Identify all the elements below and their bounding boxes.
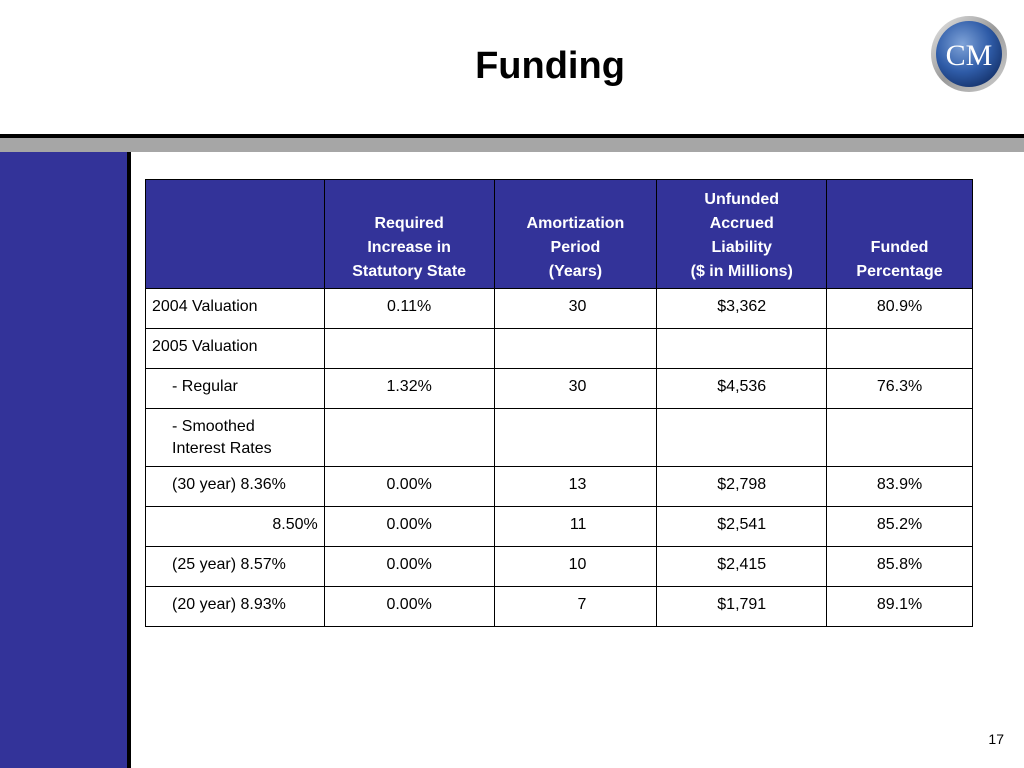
cell-period: 10 [568, 556, 587, 573]
row-label: 2005 Valuation [146, 329, 325, 369]
cell-increase: 0.00% [324, 507, 494, 547]
cell-increase [324, 409, 494, 467]
row-label: - Regular [146, 369, 325, 409]
table-header-row [146, 180, 973, 289]
row-label: (30 year) 8.36% [146, 467, 325, 507]
cell-funded [827, 329, 973, 369]
header-funded-percentage: Funded Percentage [827, 180, 973, 289]
left-sidebar-band [0, 152, 127, 768]
cell-increase: 0.00% [324, 547, 494, 587]
cell-liability: $2,798 [657, 467, 827, 507]
cell-increase: 0.00% [324, 467, 494, 507]
table-row [146, 409, 973, 467]
cell-funded [827, 409, 973, 467]
cell-liability [657, 409, 827, 467]
cell-period: 30 [568, 378, 587, 395]
table-row [146, 369, 973, 409]
cell-increase: 1.32% [324, 369, 494, 409]
cell-funded: 80.9% [827, 289, 973, 329]
cell-funded: 85.2% [827, 507, 973, 547]
cell-period: 7 [577, 596, 587, 613]
row-label: (20 year) 8.93% [146, 587, 325, 627]
cell-liability [657, 329, 827, 369]
cell-funded: 76.3% [827, 369, 973, 409]
cell-increase [324, 329, 494, 369]
cell-period: 30 [568, 298, 587, 315]
cell-liability: $2,541 [657, 507, 827, 547]
row-label: 8.50% [146, 507, 325, 547]
cell-funded: 83.9% [827, 467, 973, 507]
table-row [146, 289, 973, 329]
funding-table [145, 179, 973, 627]
table-row [146, 467, 973, 507]
cm-logo-icon [930, 15, 1008, 93]
table-row [146, 329, 973, 369]
left-sidebar-edge [127, 152, 131, 768]
table-row [146, 547, 973, 587]
header-unfunded-liability: Unfunded Accrued Liability ($ in Millions) [657, 180, 827, 289]
cell-funded: 89.1% [827, 587, 973, 627]
cell-liability: $2,415 [657, 547, 827, 587]
cell-liability: $1,791 [657, 587, 827, 627]
table-row [146, 507, 973, 547]
cell-liability: $4,536 [657, 369, 827, 409]
cell-increase: 0.00% [324, 587, 494, 627]
header-required-increase: Required Increase in Statutory State [324, 180, 494, 289]
table-row [146, 587, 973, 627]
header-rule-gray [0, 138, 1024, 152]
row-label: - Smoothed Interest Rates [146, 409, 325, 467]
header-blank [146, 180, 325, 289]
page-number: 17 [988, 731, 1004, 747]
cell-period: 13 [568, 476, 587, 493]
cell-increase: 0.11% [324, 289, 494, 329]
cell-period: 11 [569, 516, 587, 533]
slide-title: Funding [475, 45, 625, 87]
logo-text: CM [945, 39, 993, 72]
row-label: (25 year) 8.57% [146, 547, 325, 587]
cell-funded: 85.8% [827, 547, 973, 587]
cell-liability: $3,362 [657, 289, 827, 329]
row-label: 2004 Valuation [146, 289, 325, 329]
header-amortization-period: Amortization Period (Years) [494, 180, 657, 289]
